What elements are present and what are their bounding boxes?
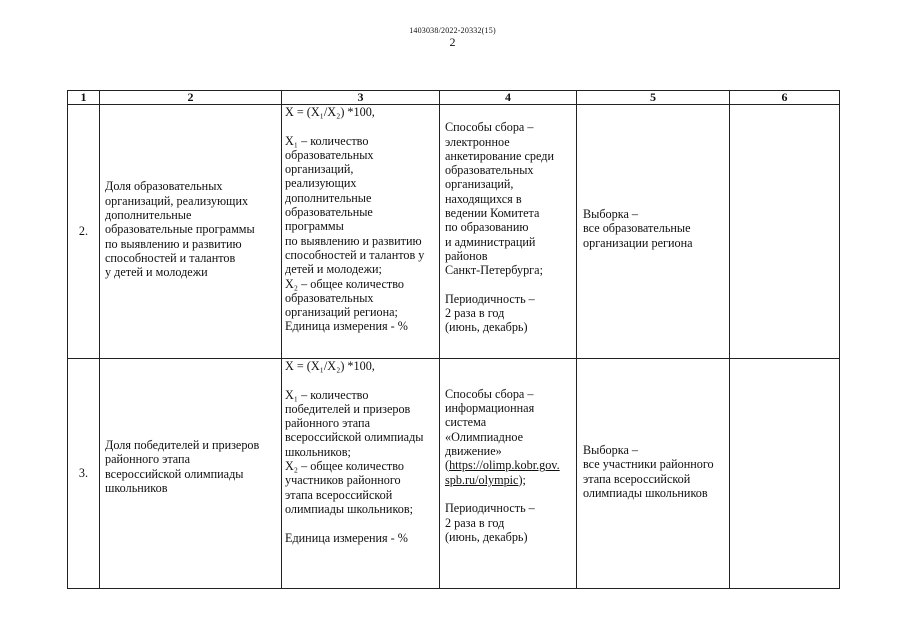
sample-text: Выборка – все участники районного этапа всероссийской олимпиады школьников — [583, 442, 714, 500]
sample-text: Выборка – все образовательные организации региона — [583, 207, 693, 250]
column-header: 4 — [440, 91, 577, 105]
document-code: 1403038/2022-20332(15) — [409, 26, 496, 35]
document-header — [0, 26, 905, 50]
sample-cell — [577, 359, 730, 589]
formula-cell — [282, 359, 440, 589]
indicator-name: Доля победителей и призеров районного этапа всероссийской олимпиады школьников — [105, 437, 260, 495]
method-text: Способы сбора – электронное анкетирование среди образовательных организаций, находящихся в ведении Комитета по образованию и администраций районов Санкт-Петербурга; Периодичность – 2 раза в год (июнь, декабрь) — [445, 120, 554, 335]
column-header: 5 — [577, 91, 730, 105]
method-text-end: ); Периодичность – 2 раза в год (июнь, декабрь) — [445, 472, 535, 544]
method-text-start: Способы сбора – информационная система «Олимпиадное движение» ( — [445, 386, 535, 473]
indicator-table — [67, 90, 840, 589]
indicator-name-cell — [100, 105, 282, 359]
olympiad-link[interactable]: https://olimp.kobr.gov. spb.ru/olympic — [445, 458, 560, 487]
method-text — [445, 387, 576, 544]
formula-text: X = (X₁/X₂) *100, X₁ – количество образовательных организаций, реализующих дополнительные образовательные программы по выявлению и развитию способностей и талантов у детей и молодежи; X₂ – общее количество образовательных организаций региона; Единица измерения - % — [285, 105, 425, 334]
column-header: 3 — [282, 91, 440, 105]
column-header: 2 — [100, 91, 282, 105]
table-row — [68, 105, 840, 359]
method-cell — [440, 105, 577, 359]
table-row — [68, 359, 840, 589]
indicator-name: Доля образовательных организаций, реализующих дополнительные образовательные программы по выявлению и развитию способностей и талантов у детей и молодежи — [105, 179, 255, 280]
sample-cell — [577, 105, 730, 359]
table-header-row — [68, 91, 840, 105]
method-cell — [440, 359, 577, 589]
note-cell — [730, 105, 840, 359]
column-header: 6 — [730, 91, 840, 105]
note-cell — [730, 359, 840, 589]
row-number: 3. — [68, 359, 100, 589]
formula-text: X = (X₁/X₂) *100, X₁ – количество победителей и призеров районного этапа всероссийской олимпиады школьников; X₂ – общее количество участников районного этапа всероссийской олимпиады школьников; Единица измерения - % — [285, 359, 424, 545]
formula-cell — [282, 105, 440, 359]
page-number: 2 — [449, 35, 456, 50]
row-number: 2. — [68, 105, 100, 359]
column-header: 1 — [68, 91, 100, 105]
indicator-name-cell — [100, 359, 282, 589]
